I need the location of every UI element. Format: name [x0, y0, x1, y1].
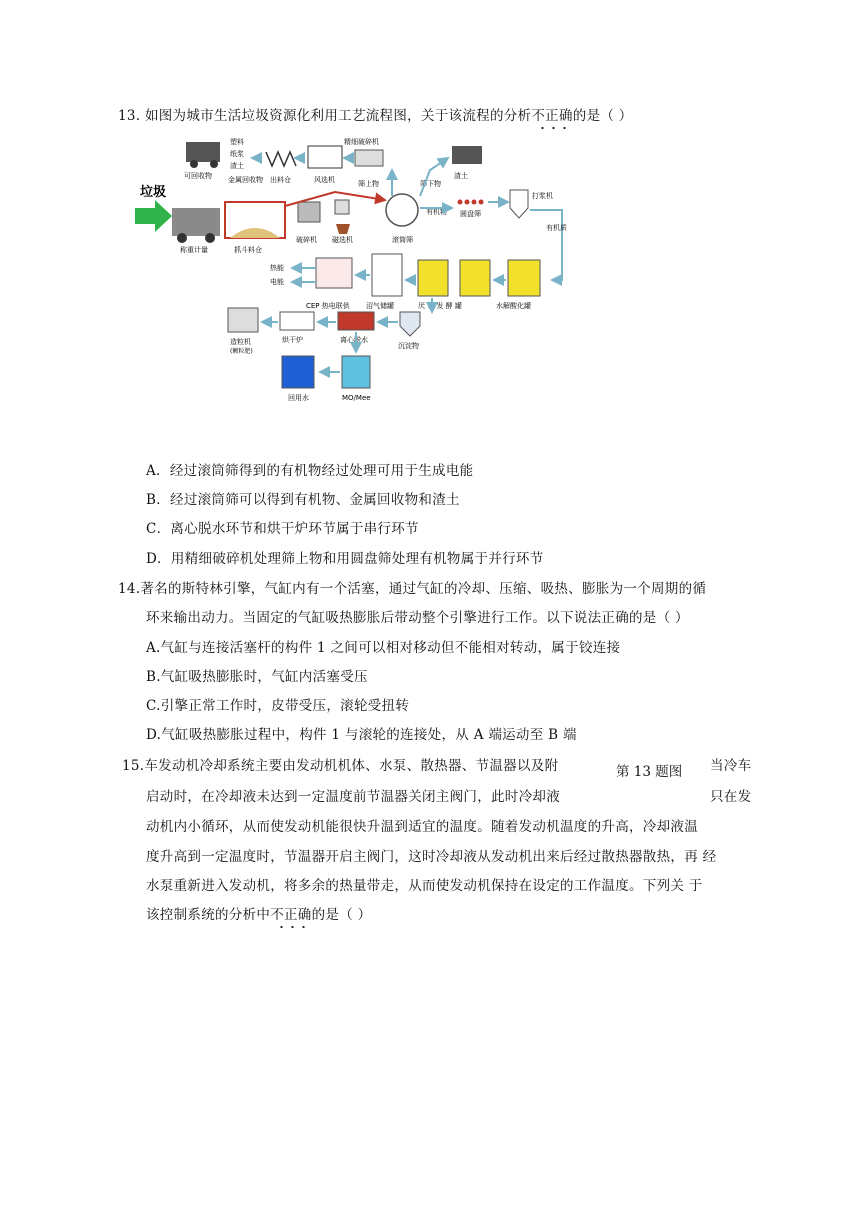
outbin-icon	[266, 152, 296, 166]
svg-text:水解酸化罐: 水解酸化罐	[496, 302, 531, 310]
svg-text:烘干炉: 烘干炉	[282, 336, 303, 344]
q14-option-d: D.气缸吸热膨胀过程中，构件 1 与滚轮的连接处，从 A 端运动至 B 端	[146, 727, 577, 743]
garbage-truck-icon	[172, 208, 220, 236]
hydrolysis-tank-icon	[508, 260, 540, 296]
q15-line5: 水泵重新进入发动机，将多余的热量带走，从而使发动机保持在设定的工作温度。下列关 于	[146, 878, 703, 894]
anaerobic-tank-icon	[460, 260, 490, 296]
recyclable-truck-icon	[186, 142, 220, 162]
magnet-icon	[335, 200, 349, 214]
svg-text:MO/Mee: MO/Mee	[342, 394, 371, 402]
svg-text:电能: 电能	[270, 278, 284, 286]
svg-text:有机物: 有机物	[426, 208, 447, 216]
q15-line3: 动机内小循环，从而使发动机能很快升温到适宜的温度。随着发动机温度的升高，冷却液温	[146, 819, 698, 835]
svg-text:沼气储罐: 沼气储罐	[366, 302, 394, 310]
drum-screen-icon	[386, 194, 418, 226]
svg-text:沉淀物: 沉淀物	[398, 342, 419, 350]
q13-stem: 13. 如图为城市生活垃圾资源化利用工艺流程图，关于该流程的分析不正确的是（ ）	[118, 108, 633, 124]
svg-text:筛下物: 筛下物	[420, 180, 441, 188]
q13-flow-diagram	[130, 130, 580, 410]
svg-text:风选机: 风选机	[314, 176, 335, 184]
svg-text:出料仓: 出料仓	[270, 176, 291, 184]
svg-text:有机质: 有机质	[546, 224, 567, 232]
q14-stem-line2: 环来输出动力。当固定的气缸吸热膨胀后带动整个引擎进行工作。以下说法正确的是（ ）	[146, 610, 689, 626]
disc-screen-icon	[458, 200, 484, 205]
q15-line2-tail: 只在发	[710, 789, 752, 805]
label-drum: 滚筒筛	[392, 236, 413, 244]
recycled-water-icon	[282, 356, 314, 388]
svg-text:渣土: 渣土	[454, 172, 468, 180]
label-weighing: 称重计量	[180, 246, 208, 254]
svg-text:离心脱水: 离心脱水	[340, 336, 368, 344]
fine-crusher-icon	[355, 150, 383, 166]
q14-option-b: B.气缸吸热膨胀时，气缸内活塞受压	[146, 669, 368, 685]
svg-text:CEP 热电联供: CEP 热电联供	[306, 302, 350, 310]
granulator-icon	[228, 308, 258, 332]
crusher-icon	[298, 202, 320, 222]
dryer-icon	[280, 312, 314, 330]
q15-line1-tail: 当冷车	[710, 758, 752, 774]
q13-option-b: B．经过滚筒筛可以得到有机物、金属回收物和渣土	[146, 492, 460, 508]
q13-option-c: C．离心脱水环节和烘干炉环节属于串行环节	[146, 521, 419, 537]
q15-line6: 该控制系统的分析中不正确的是（ ）	[146, 907, 372, 923]
q15-emphasis: 不正确	[270, 907, 312, 923]
q15-line2: 启动时，在冷却液未达到一定温度前节温器关闭主阀门，此时冷却液	[146, 789, 560, 805]
biogas-tank-icon	[372, 254, 402, 296]
centrifuge-icon	[338, 312, 374, 330]
mbr-icon	[342, 356, 370, 388]
sediment-icon	[400, 312, 420, 336]
label-crusher: 破碎机	[296, 236, 317, 244]
figure-caption: 第 13 题图	[606, 760, 692, 780]
svg-text:回用水: 回用水	[288, 394, 309, 402]
q14-option-a: A.气缸与连接活塞杆的构件 1 之间可以相对移动但不能相对转动，属于铰连接	[146, 640, 621, 656]
garbage-arrow-icon	[135, 200, 172, 232]
q14-stem-line1: 14.著名的斯特林引擎，气缸内有一个活塞，通过气缸的冷却、压缩、吸热、膨胀为一个周期的循	[118, 581, 707, 597]
svg-text:塑料: 塑料	[230, 138, 244, 146]
q13-option-a: A．经过滚筒筛得到的有机物经过处理可用于生成电能	[146, 463, 474, 479]
q15-line1: 15.车发动机冷却系统主要由发动机机体、水泵、散热器、节温器以及附	[122, 758, 559, 774]
air-separator-icon	[308, 146, 342, 168]
svg-text:(颗粒肥): (颗粒肥)	[230, 348, 253, 355]
pulper-icon	[510, 190, 528, 218]
label-recyclable: 可回收物	[184, 172, 212, 180]
svg-text:渣土: 渣土	[230, 162, 244, 170]
q14-option-c: C.引擎正常工作时，皮带受压，滚轮受扭转	[146, 698, 410, 714]
label-laji: 垃圾	[140, 185, 167, 200]
svg-text:造粒机: 造粒机	[230, 338, 251, 346]
chp-icon	[316, 258, 352, 288]
svg-text:筛上物: 筛上物	[358, 180, 379, 188]
svg-text:打浆机: 打浆机	[532, 192, 553, 200]
label-magnet: 磁选机	[332, 236, 353, 244]
svg-text:厌 氧 发 酵 罐: 厌 氧 发 酵 罐	[418, 302, 462, 310]
svg-text:纸浆: 纸浆	[230, 150, 244, 158]
svg-text:热能: 热能	[270, 264, 284, 272]
slag-truck-icon	[452, 146, 482, 164]
q15-line4: 度升高到一定温度时，节温器开启主阀门，这时冷却液从发动机出来后经过散热器散热，再 经	[146, 849, 717, 865]
svg-text:金属回收物: 金属回收物	[228, 176, 263, 184]
q13-option-d: D．用精细破碎机处理筛上物和用圆盘筛处理有机物属于并行环节	[146, 551, 544, 567]
q13-emphasis: 不正确	[531, 108, 573, 124]
svg-text:精细破碎机: 精细破碎机	[344, 138, 379, 146]
label-pit: 抓斗料仓	[234, 246, 262, 254]
svg-text:圆盘筛: 圆盘筛	[460, 210, 481, 218]
